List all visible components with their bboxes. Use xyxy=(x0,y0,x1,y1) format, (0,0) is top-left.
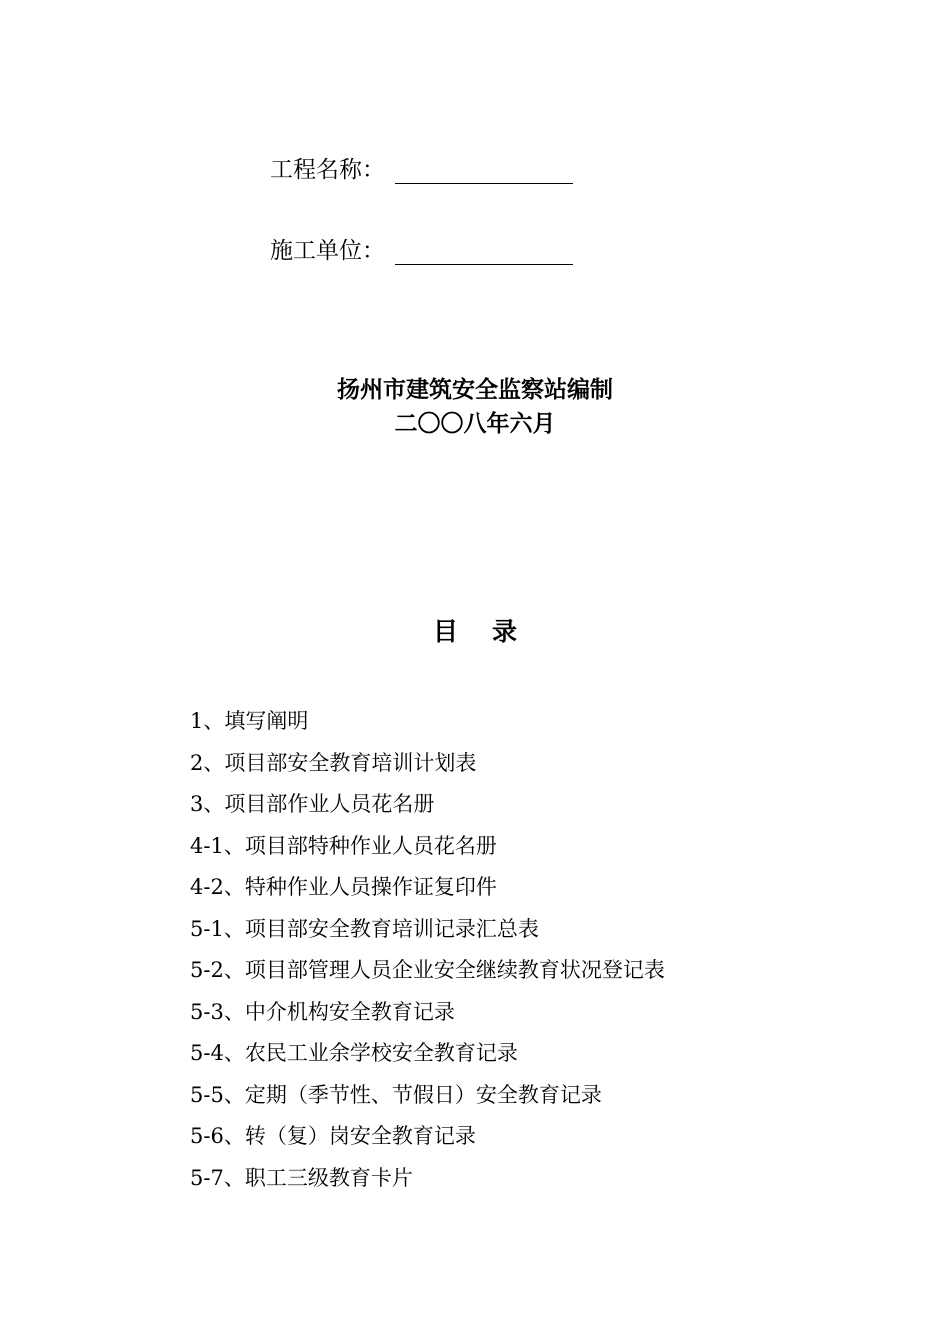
toc-item: 5-2、项目部管理人员企业安全继续教育状况登记表 xyxy=(190,958,665,982)
publisher-date: 二〇〇八年六月 xyxy=(394,410,556,437)
toc-item: 5-3、中介机构安全教育记录 xyxy=(190,999,455,1024)
toc-item: 3、项目部作业人员花名册 xyxy=(190,792,435,816)
toc-item: 5-4、农民工业余学校安全教育记录 xyxy=(190,1041,518,1065)
construction-unit-row xyxy=(270,237,573,265)
publisher-name: 扬州市建筑安全监察站编制 xyxy=(337,376,613,403)
toc-item: 5-5、定期（季节性、节假日）安全教育记录 xyxy=(190,1082,602,1107)
toc-item: 4-2、特种作业人员操作证复印件 xyxy=(190,875,497,899)
toc-list xyxy=(190,701,665,1199)
project-name-blank[interactable] xyxy=(395,159,573,184)
toc-item: 1、填写阐明 xyxy=(190,709,309,733)
toc-item: 5-1、项目部安全教育培训记录汇总表 xyxy=(190,916,539,941)
construction-unit-blank[interactable] xyxy=(395,240,573,265)
toc-item: 4-1、项目部特种作业人员花名册 xyxy=(190,833,497,858)
toc-item: 2、项目部安全教育培训计划表 xyxy=(190,750,477,775)
toc-item: 5-7、职工三级教育卡片 xyxy=(190,1165,413,1190)
project-name-row xyxy=(270,156,573,184)
toc-title: 目录 xyxy=(432,617,551,646)
construction-unit-label: 施工单位： xyxy=(270,238,385,264)
project-name-label: 工程名称： xyxy=(270,157,385,183)
toc-item: 5-6、转（复）岗安全教育记录 xyxy=(190,1124,476,1148)
